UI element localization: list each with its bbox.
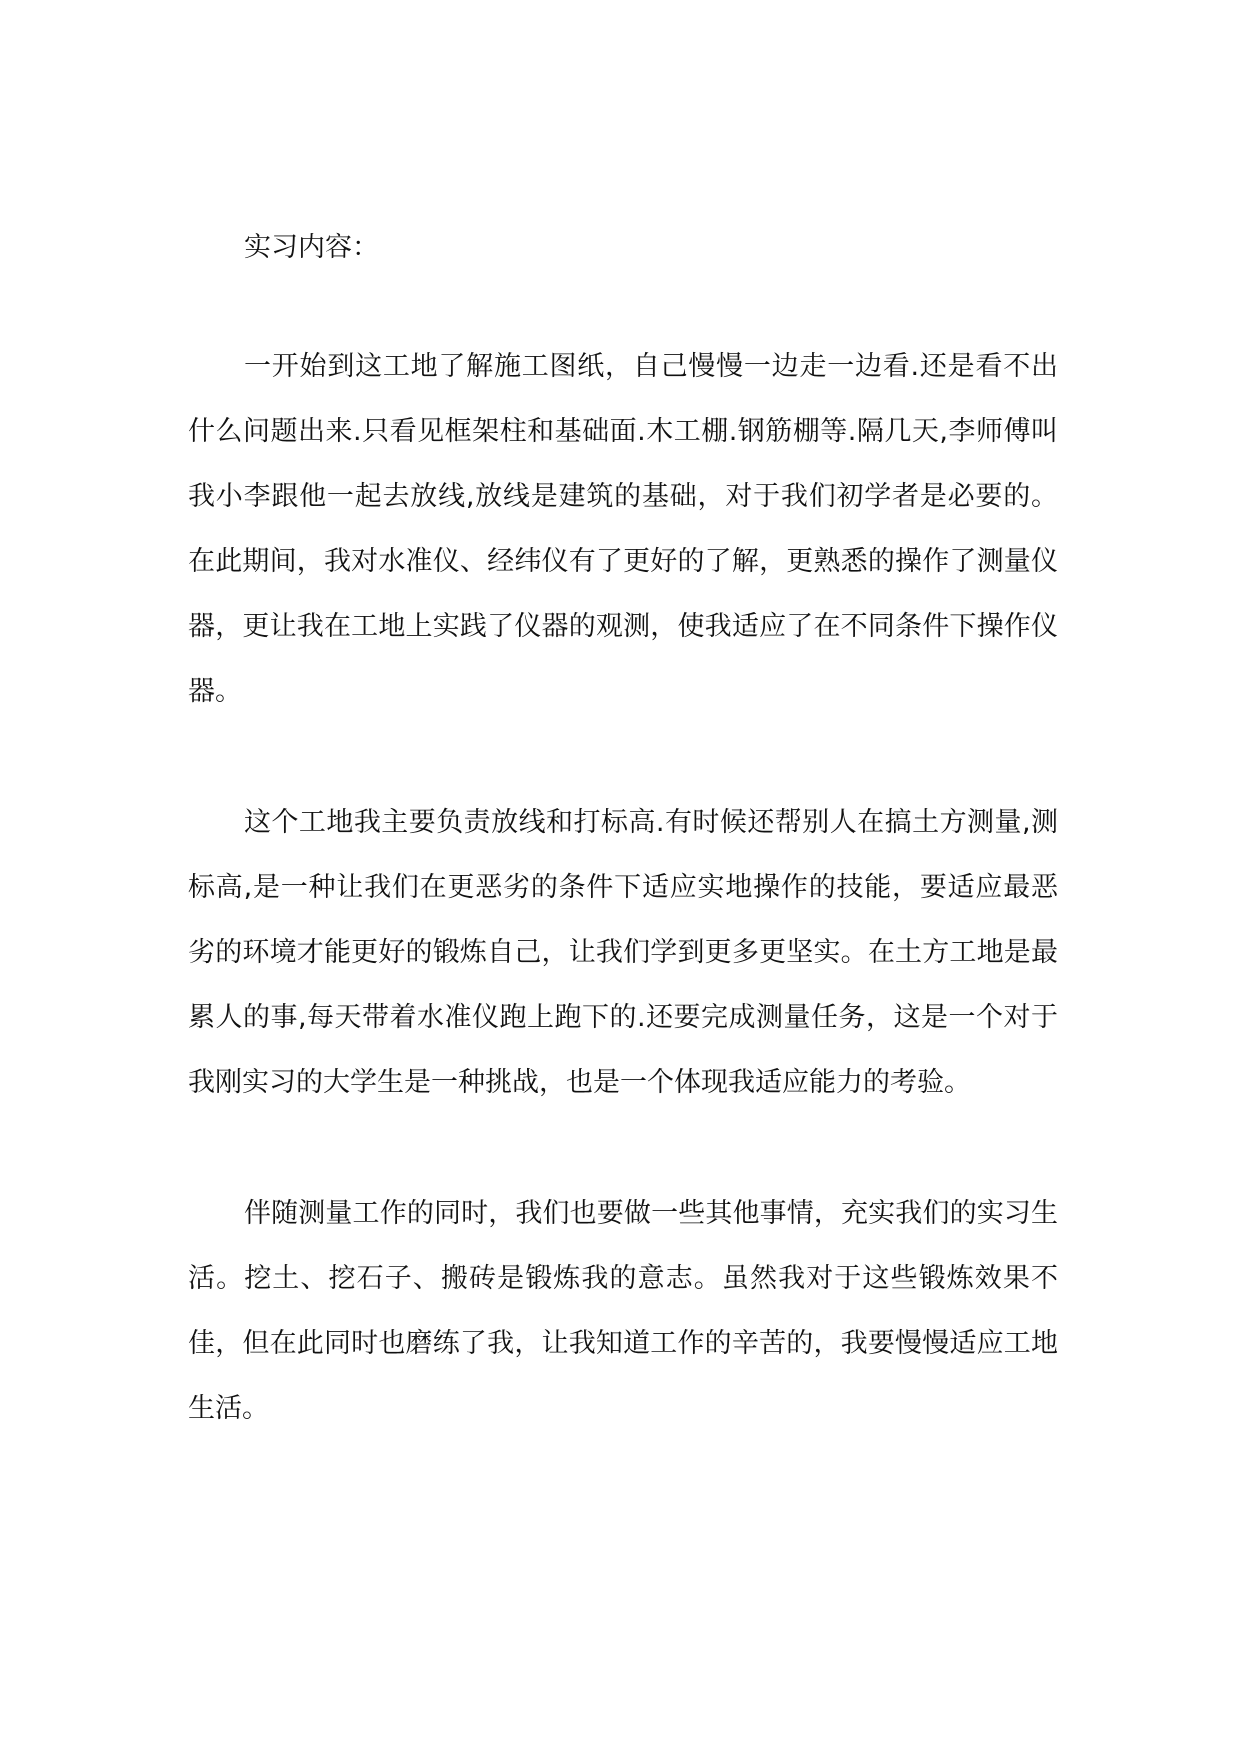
paragraph-3: 伴随测量工作的同时，我们也要做一些其他事情，充实我们的实习生活。挖土、挖石子、搬砖是锻炼我的意志。虽然我对于这些锻炼效果不佳，但在此同时也磨练了我，让我知道工作的辛苦的，我要慢慢适应工地生活。 <box>188 1198 1058 1424</box>
section-heading: 实习内容： <box>244 232 379 263</box>
paragraph-spacer <box>188 724 1058 790</box>
paragraph-1: 一开始到这工地了解施工图纸，自己慢慢一边走一边看.还是看不出什么问题出来.只看见框架柱和基础面.木工棚.钢筋棚等.隔几天,李师傅叫我小李跟他一起去放线,放线是建筑的基础，对于我们初学者是必要的。在此期间，我对水准仪、经纬仪有了更好的了解，更熟悉的操作了测量仪器，更让我在工地上实践了仪器的观测，使我适应了在不同条件下操作仪器。 <box>188 351 1058 707</box>
document-body <box>188 228 1058 1441</box>
paragraph-spacer <box>188 1115 1058 1181</box>
paragraph-2: 这个工地我主要负责放线和打标高.有时候还帮别人在搞土方测量,测标高,是一种让我们在更恶劣的条件下适应实地操作的技能，要适应最恶劣的环境才能更好的锻炼自己，让我们学到更多更坚实。在土方工地是最累人的事,每天带着水准仪跑上跑下的.还要完成测量任务，这是一个对于我刚实习的大学生是一种挑战，也是一个体现我适应能力的考验。 <box>188 807 1058 1098</box>
